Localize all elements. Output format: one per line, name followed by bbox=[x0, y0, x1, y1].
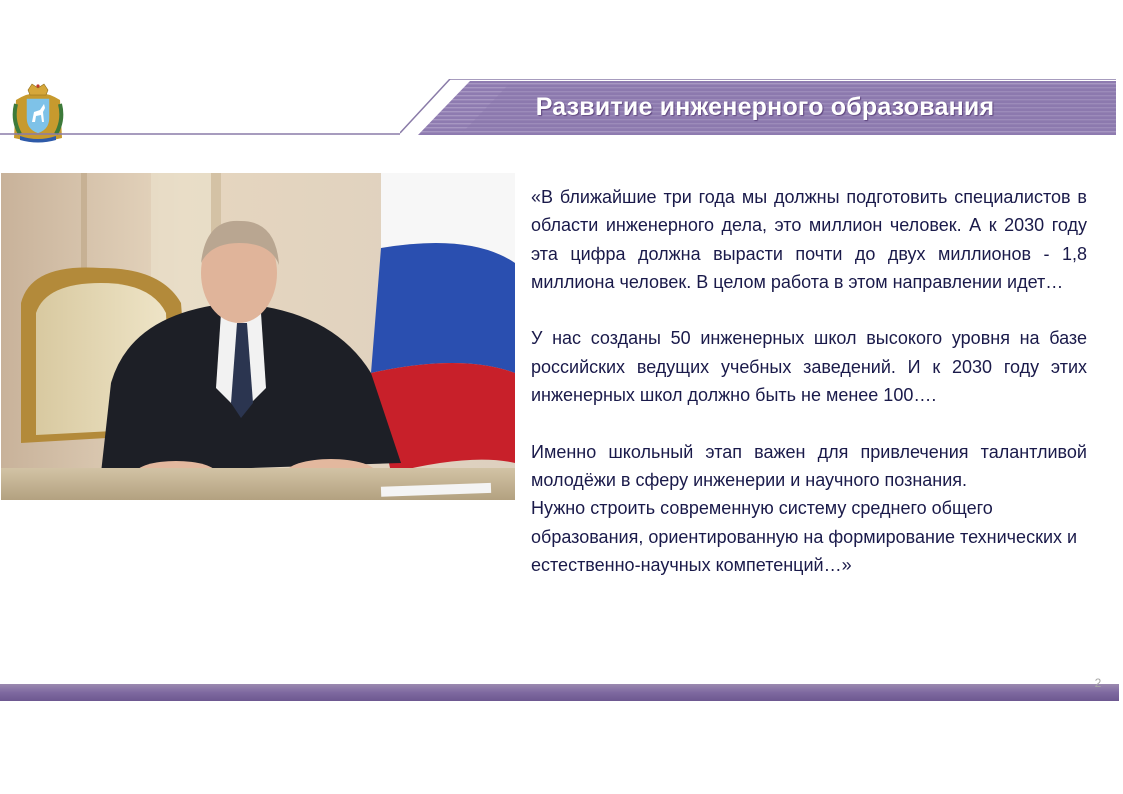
header-divider bbox=[0, 132, 420, 136]
quote-paragraph-1: «В ближайшие три года мы должны подготовить специалистов в области инженерного дела, это миллион человек. А к 2030 году эта цифра должна вырасти почти до двух миллионов - 1,8 миллиона человек. В целом работа в этом направлении идет… bbox=[531, 187, 1087, 292]
portrait-photo bbox=[1, 173, 515, 500]
footer-bar bbox=[0, 684, 1119, 701]
quote-paragraph-3: Именно школьный этап важен для привлечения талантливой молодёжи в сферу инженерии и научного познания. bbox=[531, 441, 1087, 490]
quote-paragraph-2: У нас созданы 50 инженерных школ высокого уровня на базе российских ведущих учебных заведений. И к 2030 году этих инженерных школ должно быть не менее 100…. bbox=[531, 328, 1087, 406]
page-title: Развитие инженерного образования bbox=[535, 93, 995, 121]
quote-text bbox=[531, 183, 1087, 579]
quote-paragraph-4: Нужно строить современную систему среднего общего образования, ориентированную на формирование технических и естественно-научных компетенций…» bbox=[531, 498, 1078, 575]
page-number: 2 bbox=[1094, 676, 1102, 690]
